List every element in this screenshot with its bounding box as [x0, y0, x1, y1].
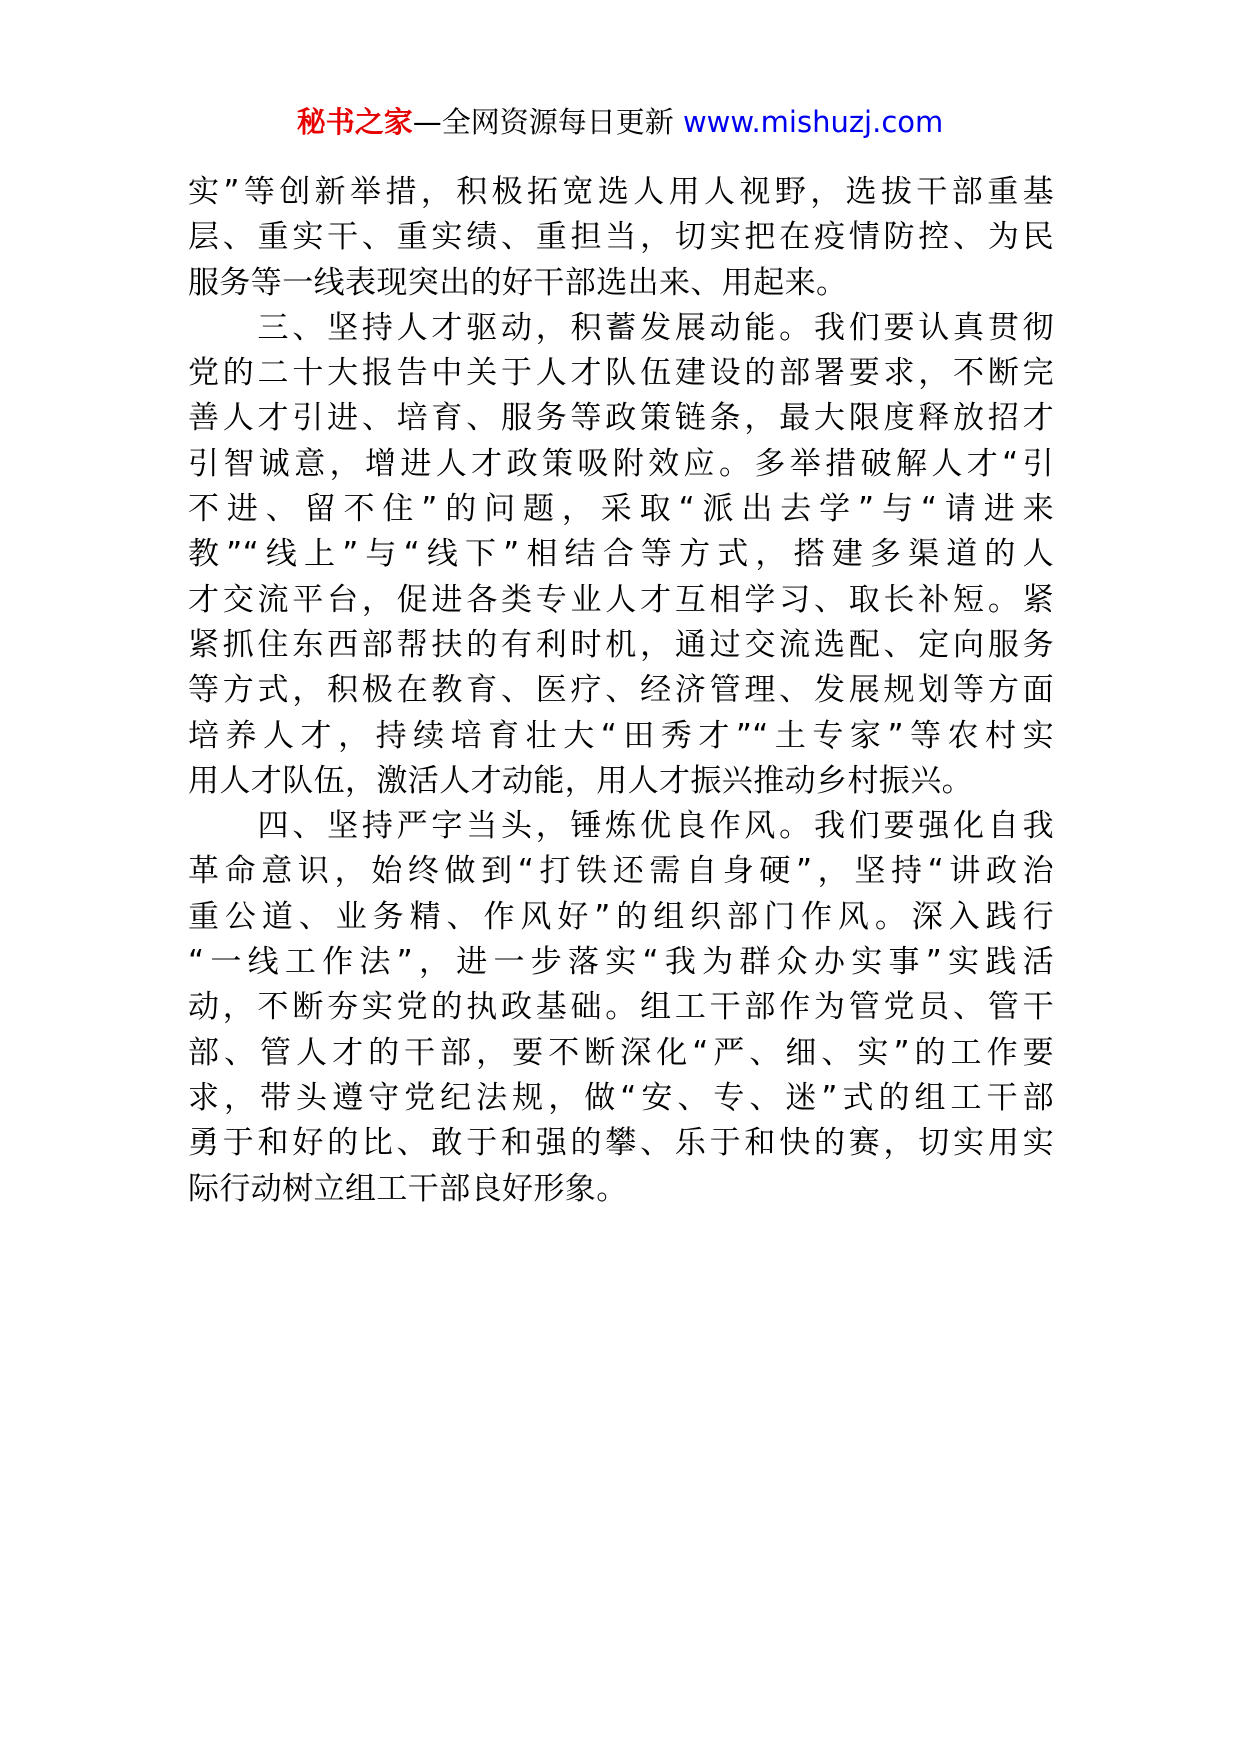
- text-line: 善人才引进、培育、服务等政策链条，最大限度释放招才: [188, 400, 1054, 437]
- text-line: 勇于和好的比、敢于和强的攀、乐于和快的赛，切实用实: [188, 1125, 1054, 1162]
- text-line: 层、重实干、重实绩、重担当，切实把在疫情防控、为民: [188, 219, 1054, 256]
- text-line: “一线工作法”，进一步落实“我为群众办实事”实践活: [188, 944, 1054, 981]
- text-line: 引智诚意，增进人才政策吸附效应。多举措破解人才“引: [188, 445, 1054, 482]
- text-line: 不进、留不住”的问题，采取“派出去学”与“请进来: [188, 491, 1054, 528]
- header-slogan: —全网资源每日更新: [412, 105, 683, 139]
- text-line: 服务等一线表现突出的好干部选出来、用起来。: [188, 264, 848, 301]
- brand-name: 秘书之家: [296, 105, 413, 139]
- text-line: 教”“线上”与“线下”相结合等方式，搭建多渠道的人: [188, 536, 1054, 573]
- page-header: [0, 100, 1240, 144]
- text-line: 党的二十大报告中关于人才队伍建设的部署要求，不断完: [188, 355, 1054, 392]
- text-line: 三、坚持人才驱动，积蓄发展动能。我们要认真贯彻: [188, 309, 1054, 346]
- text-line: 等方式，积极在教育、医疗、经济管理、发展规划等方面: [188, 672, 1054, 709]
- text-line: 重公道、业务精、作风好”的组织部门作风。深入践行: [188, 898, 1054, 935]
- text-line: 革命意识，始终做到“打铁还需自身硬”，坚持“讲政治: [188, 853, 1054, 890]
- text-line: 才交流平台，促进各类专业人才互相学习、取长补短。紧: [188, 581, 1054, 618]
- text-line: 培养人才，持续培育壮大“田秀才”“土专家”等农村实: [188, 717, 1054, 754]
- text-line: 实”等创新举措，积极拓宽选人用人视野，选拔干部重基: [188, 174, 1054, 210]
- document-body: [188, 170, 1054, 1212]
- text-line: 四、坚持严字当头，锤炼优良作风。我们要强化自我: [188, 808, 1054, 845]
- text-line: 部、管人才的干部，要不断深化“严、细、实”的工作要: [188, 1034, 1054, 1071]
- text-line: 用人才队伍，激活人才动能，用人才振兴推动乡村振兴。: [188, 762, 973, 799]
- text-line: 动，不断夯实党的执政基础。组工干部作为管党员、管干: [188, 989, 1054, 1026]
- text-line: 求，带头遵守党纪法规，做“安、专、迷”式的组工干部: [188, 1079, 1054, 1116]
- website-link[interactable]: www.mishuzj.com: [682, 105, 944, 139]
- text-line: 际行动树立组工干部良好形象。: [188, 1170, 628, 1207]
- text-line: 紧抓住东西部帮扶的有利时机，通过交流选配、定向服务: [188, 626, 1054, 663]
